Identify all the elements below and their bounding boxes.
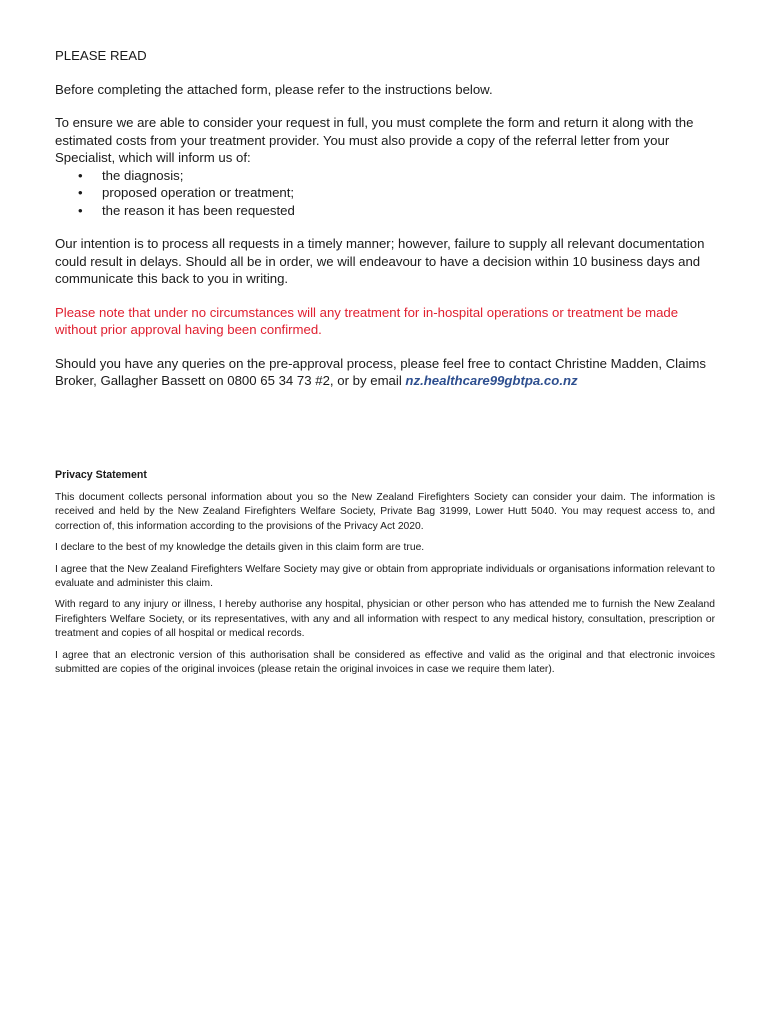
instructions-section <box>55 47 715 390</box>
contact-text: Should you have any queries on the pre-approval process, please feel free to contact Christine Madden, Claims Broker, Gallagher Bassett on 0800 65 34 73 #2, or by email <box>55 355 706 388</box>
page-heading: PLEASE READ <box>55 48 147 63</box>
bullet-icon: • <box>78 167 83 183</box>
list-item: • the diagnosis; <box>78 167 184 183</box>
privacy-title: Privacy Statement <box>55 469 147 481</box>
intention-paragraph: Our intention is to process all requests in a timely manner; however, failure to supply all relevant documentation could result in delays. Should all be in order, we will endeavour to have a decision within 10 business days and communicate this back to you in writing. <box>55 236 705 286</box>
authorisation-paragraph: With regard to any injury or illness, I hereby authorise any hospital, physician or other person who has attended me to furnish the New Zealand Firefighters Welfare Society, or its representatives, with any and all information with respect to any medical history, consultation, prescription or treatment and copies of all hospital or medical records. <box>55 599 715 640</box>
requirements-paragraph: To ensure we are able to consider your request in full, you must complete the form and return it along with the estimated costs from your treatment provider. You must also provide a copy of the referral letter from your Specialist, which will inform us of: <box>55 115 694 165</box>
bullet-icon: • <box>78 185 83 200</box>
list-item: • the reason it has been requested <box>78 202 295 218</box>
intro-paragraph: Before completing the attached form, please refer to the instructions below. <box>55 81 493 97</box>
consent-paragraph: I agree that the New Zealand Firefighters Welfare Society may give or obtain from appropriate individuals or organisations information relevant to evaluate and administer this claim. <box>55 563 715 590</box>
approval-warning: Please note that under no circumstances will any treatment for in-hospital operations or treatment be made without prior approval having been confirmed. <box>55 304 679 337</box>
privacy-statement <box>55 468 715 684</box>
electronic-version-paragraph: I agree that an electronic version of this authorisation shall be considered as effective and valid as the original and that electronic invoices submitted are copies of the original invoices (please retain the original invoices in case we require them later). <box>55 649 715 676</box>
contact-paragraph <box>55 355 715 390</box>
declaration-paragraph: I declare to the best of my knowledge the details given in this claim form are true. <box>55 542 425 554</box>
list-item: • proposed operation or treatment; <box>78 185 295 200</box>
privacy-paragraph: This document collects personal information about you so the New Zealand Firefighters Society can consider your daim. The information is received and held by the New Zealand Firefighters Welfare Society, Private Bag 31999, Lower Hutt 5040. You may request access to, and correction of, this information according to the provisions of the Privacy Act 2020. <box>55 492 715 532</box>
email-link[interactable]: nz.healthcare99gbtpa.co.nz <box>405 373 578 388</box>
bullet-icon: • <box>78 202 83 218</box>
requirements-list <box>55 167 715 220</box>
